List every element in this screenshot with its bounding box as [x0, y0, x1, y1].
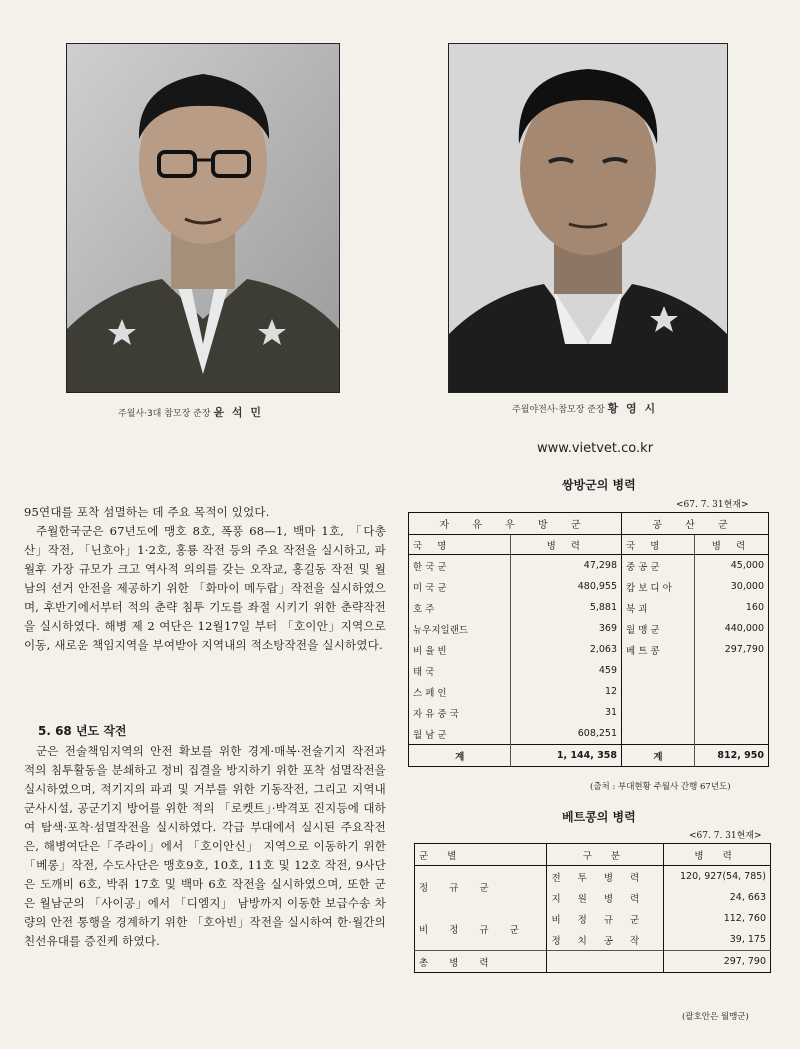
division-name: 정 치 공 작: [547, 929, 664, 951]
country-name: 스 페 인: [409, 681, 511, 702]
table-row: [409, 681, 769, 702]
country-name: 중 공 군: [622, 555, 695, 577]
paragraph-1968-summary: [24, 503, 386, 655]
strength-value: 5,881: [511, 597, 622, 618]
table2-date: <67. 7. 31현재>: [689, 831, 762, 841]
text-line: 95연대를 포착 섬멸하는 데 주요 목적이 있었다.: [24, 505, 270, 519]
strength-value: 30,000: [730, 581, 764, 592]
group-comm-header: 공 산 군: [622, 513, 769, 535]
country-name: 월 남 군: [409, 723, 511, 745]
country-name: 캄 보 디 아: [622, 576, 695, 597]
country-name: 호 주: [409, 597, 511, 618]
strength-value: 459: [511, 660, 622, 681]
strength-value: 480,955: [511, 576, 622, 597]
photo-caption-right: [512, 400, 657, 416]
group-free-header: 자 유 우 방 군: [409, 513, 622, 535]
strength-value: 608,251: [511, 723, 622, 745]
table-row: [415, 866, 771, 888]
caption-right-prefix: 주월야전사·참모장 준장: [512, 405, 605, 415]
strength-value: 47,298: [511, 555, 622, 577]
country-name: 한 국 군: [409, 555, 511, 577]
country-name: 북 괴: [622, 597, 695, 618]
table-row: [409, 639, 769, 660]
total-label: 계: [622, 745, 695, 767]
col-strength-header: 병 력: [694, 535, 768, 555]
table2-title: 베트콩의 병력: [562, 810, 636, 824]
total-row: [409, 745, 769, 767]
table-row: [409, 618, 769, 639]
country-name: 자 유 중 국: [409, 702, 511, 723]
country-name: 비 율 빈: [409, 639, 511, 660]
total-row: [415, 951, 771, 973]
strength-value: 120, 927(54, 785): [680, 871, 766, 882]
table-row: [409, 702, 769, 723]
country-name: 태 국: [409, 660, 511, 681]
strength-value: 369: [511, 618, 622, 639]
col-division-header: 구 분: [547, 844, 664, 866]
caption-right-name: 황 영 시: [607, 402, 658, 415]
strength-value: 12: [511, 681, 622, 702]
portrait-photo-left: [66, 43, 340, 393]
section-heading: 5. 68 년도 작전: [38, 724, 127, 738]
table-row: [409, 555, 769, 577]
caption-left-prefix: 주월사·3대 참모장 준장: [118, 409, 211, 419]
caption-left-name: 윤 석 민: [213, 406, 263, 419]
text-paragraph: 군은 전술책임지역의 안전 확보를 위한 경계·매복·전술기지 작전과 적의 침투활동을 분쇄하고 정비 집결을 방지하기 위한 포착 섬멸작전을 실시하였으며, 적기지의 파괴 및 거부를 위한 기동작전, 그리고 지역내 군사시설, 공군기지 방어를 위한 적의 「로켓트」·박격포 진지등에 대하여 탐색·포착·섬멸작전을 실시하였다. 각급 부대에서 실시된 주요작전은, 해병여단은「주라이」에서 「호이안신」 지역으로 이동하기 위한 「베롱」작전, 수도사단은 맹호9호, 10호, 11호 및 12호 작전, 9사단은 도깨비 6호, 박쥐 17호 및 백마 6호 작전을 실시하였으며, 또한 군은 월남군의 「사이공」에서 「디엠지」 남방까지 이동한 보급수송 차량의 안전 통행을 경계하기 위한 「호아빈」작전을 실시하여 한·월간의 친선유대를 증진케 하였다.: [24, 744, 386, 948]
table1-date: <67. 7. 31현재>: [676, 500, 749, 510]
col-country-header: 국 명: [409, 535, 511, 555]
col-type-header: 군 별: [415, 844, 547, 866]
strength-value: 297,790: [724, 644, 764, 655]
total-value: 297, 790: [664, 951, 771, 973]
table-row: [409, 597, 769, 618]
strength-value: 160: [745, 602, 764, 613]
col-strength-header: 병 력: [511, 535, 622, 555]
table1-source-note: (출처 : 부대현황 주월사 간행 67년도): [590, 782, 731, 792]
group-name: 정 규 군: [415, 866, 547, 909]
country-name: 베 트 콩: [622, 639, 695, 660]
paragraph-1968-operations: [24, 742, 386, 951]
country-name: 월 맹 군: [622, 618, 695, 639]
table-row: [415, 908, 771, 929]
text-paragraph: 주월한국군은 67년도에 맹호 8호, 폭풍 68—1, 백마 1호, 「다총산」작전, 「닌호아」1·2호, 홍룡 작전 등의 주요 작전을 실시하고, 파월후 가장 규모가 크고 역사적 의의를 갖는 오작교, 홍길동 작전 및 월남의 선거 안전을 제공하기 위한 「화마이 메두랍」작전을 실시하였으며, 후반기에서부터 적의 춘략 침투 기도를 좌절 시키기 위한 춘략작전을 실시하였다. 해병 제 2 여단은 12월17일 부터 「호이안」지역으로 이동, 새로운 책임지역을 부여받아 지역내의 적소탕작전을 실시하였다.: [24, 524, 386, 652]
country-name: 미 국 군: [409, 576, 511, 597]
total-label: 총 병 력: [415, 951, 547, 973]
portrait-photo-right: [448, 43, 728, 393]
col-strength-header: 병 력: [664, 844, 771, 866]
total-free-value: 1, 144, 358: [511, 745, 622, 767]
table-row: [409, 576, 769, 597]
forces-table: [408, 512, 769, 767]
watermark: www.vietvet.co.kr: [537, 441, 654, 456]
strength-value: 440,000: [724, 623, 764, 634]
strength-value: 24, 663: [729, 892, 766, 903]
country-name: 뉴우지일랜드: [409, 618, 511, 639]
photo-caption-left: [118, 404, 263, 420]
total-comm-value: 812, 950: [694, 745, 768, 767]
total-label: 계: [409, 745, 511, 767]
division-name: 비 정 규 군: [547, 908, 664, 929]
division-name: 지 원 병 력: [547, 887, 664, 908]
table1-title: 쌍방군의 병력: [562, 478, 636, 492]
strength-value: 2,063: [511, 639, 622, 660]
group-name: 비 정 규 군: [415, 908, 547, 951]
strength-value: 39, 175: [729, 934, 766, 945]
table-row: [409, 660, 769, 681]
strength-value: 45,000: [730, 560, 764, 571]
strength-value: 31: [511, 702, 622, 723]
table-row: [409, 723, 769, 745]
table2-note: (괄호안은 월맹군): [682, 1012, 749, 1022]
col-country-header: 국 명: [622, 535, 695, 555]
strength-value: 112, 760: [723, 913, 766, 924]
vietcong-table: [414, 843, 771, 973]
division-name: 전 투 병 력: [547, 866, 664, 888]
